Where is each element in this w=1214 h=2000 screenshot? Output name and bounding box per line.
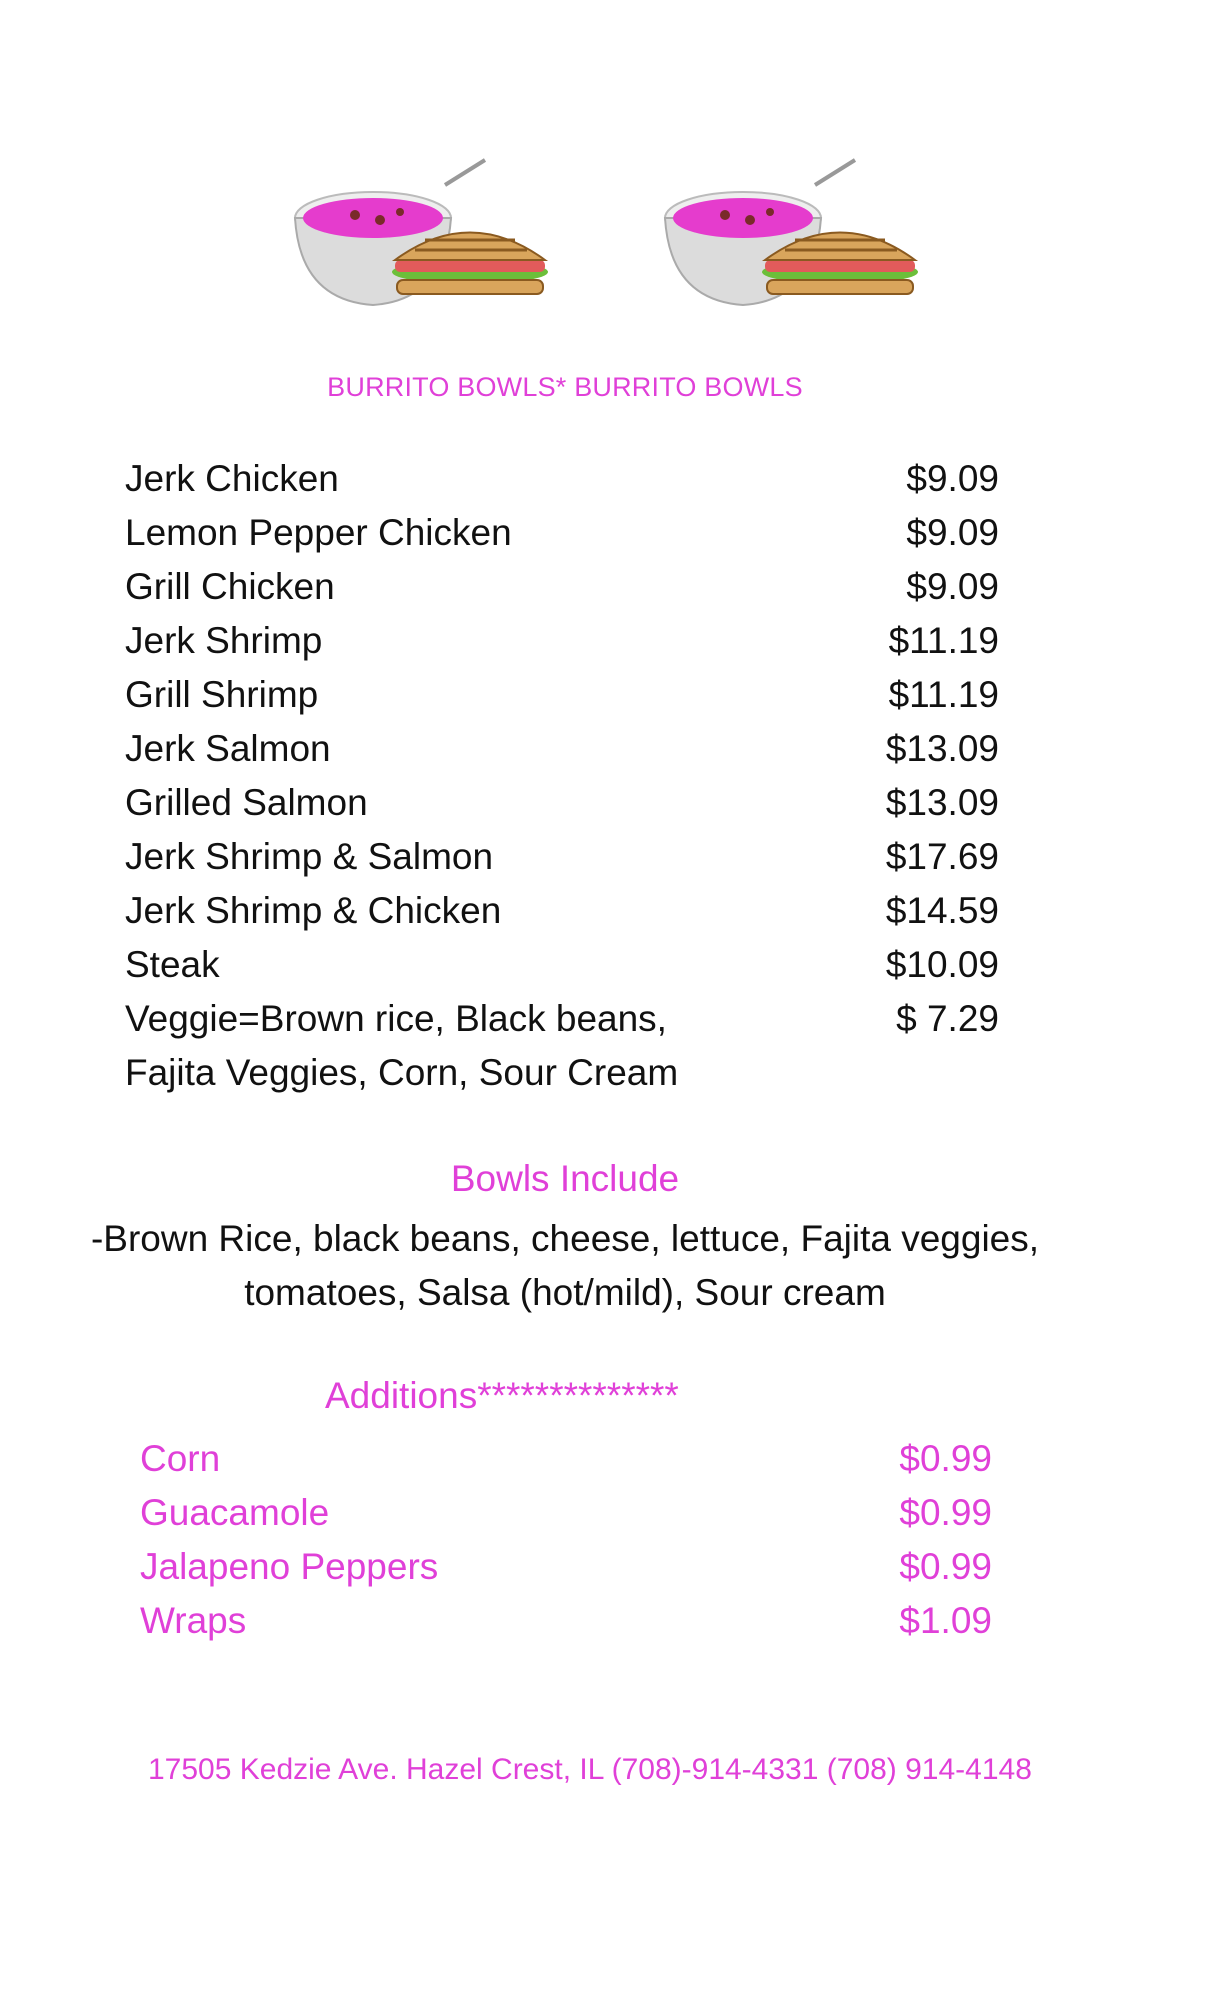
menu-item-name: Jerk Shrimp & Chicken (125, 890, 502, 931)
menu-item-name: Jerk Chicken (125, 458, 339, 499)
addition-item (0, 1540, 1214, 1594)
menu-item-price: $9.09 (906, 458, 999, 499)
includes-text (0, 1212, 1130, 1320)
addition-item (0, 1594, 1214, 1648)
address-line: 17505 Kedzie Ave. Hazel Crest, IL (708)-914-4331 (708) 914-4148 (148, 1753, 1032, 1786)
pink-panini-logo (625, 100, 965, 330)
menu-item (0, 776, 1214, 830)
menu-item-price: $ 7.29 (896, 998, 999, 1039)
soup-and-panini-icon (625, 100, 965, 330)
addition-item (0, 1486, 1214, 1540)
menu-heading: BURRITO BOWLS* BURRITO BOWLS (327, 372, 803, 402)
addition-price: $0.99 (899, 1492, 992, 1533)
logo-row (0, 100, 1214, 330)
menu-item-name: Steak (125, 944, 220, 985)
menu-item-name: Lemon Pepper Chicken (125, 512, 512, 553)
addition-name: Jalapeno Peppers (140, 1546, 439, 1587)
menu-item-price: $14.59 (885, 890, 999, 931)
menu-item (0, 506, 1214, 560)
menu-item-price: $17.69 (885, 836, 999, 877)
includes-line: -Brown Rice, black beans, cheese, lettuce, Fajita veggies, (90, 1218, 1040, 1259)
menu-item-name: Jerk Shrimp (125, 620, 323, 661)
menu-item (0, 614, 1214, 668)
menu-item (0, 668, 1214, 722)
includes-title: Bowls Include (450, 1158, 680, 1199)
menu-item-name: Jerk Shrimp & Salmon (125, 836, 494, 877)
menu-item (0, 884, 1214, 938)
menu-item (0, 452, 1214, 506)
soup-and-panini-icon (255, 100, 595, 330)
menu-item-name: Fajita Veggies, Corn, Sour Cream (125, 1052, 679, 1093)
menu-item-name: Veggie=Brown rice, Black beans, (125, 998, 667, 1039)
menu-item-price: $11.19 (888, 620, 999, 661)
menu-item-price: $11.19 (888, 674, 999, 715)
menu-list (0, 452, 1214, 1100)
menu-item (0, 938, 1214, 992)
includes-line: tomatoes, Salsa (hot/mild), Sour cream (244, 1272, 886, 1313)
menu-item (0, 1046, 1214, 1100)
menu-item-price: $10.09 (885, 944, 999, 985)
pink-panini-logo (255, 100, 595, 330)
menu-item-name: Grilled Salmon (125, 782, 368, 823)
menu-item-name: Jerk Salmon (125, 728, 331, 769)
menu-item-price: $13.09 (885, 782, 999, 823)
menu-item (0, 560, 1214, 614)
addition-name: Corn (140, 1438, 221, 1479)
addition-name: Guacamole (140, 1492, 330, 1533)
additions-list (0, 1432, 1214, 1648)
menu-item-name: Grill Chicken (125, 566, 335, 607)
menu-item (0, 722, 1214, 776)
addition-name: Wraps (140, 1600, 247, 1641)
menu-item-name: Grill Shrimp (125, 674, 319, 715)
addition-price: $1.09 (899, 1600, 992, 1641)
menu-item-price: $13.09 (885, 728, 999, 769)
menu-item-price: $9.09 (906, 566, 999, 607)
addition-price: $0.99 (899, 1546, 992, 1587)
menu-item (0, 830, 1214, 884)
additions-title: Additions************** (325, 1375, 679, 1416)
menu-item-price: $9.09 (906, 512, 999, 553)
addition-item (0, 1432, 1214, 1486)
menu-item (0, 992, 1214, 1046)
addition-price: $0.99 (899, 1438, 992, 1479)
